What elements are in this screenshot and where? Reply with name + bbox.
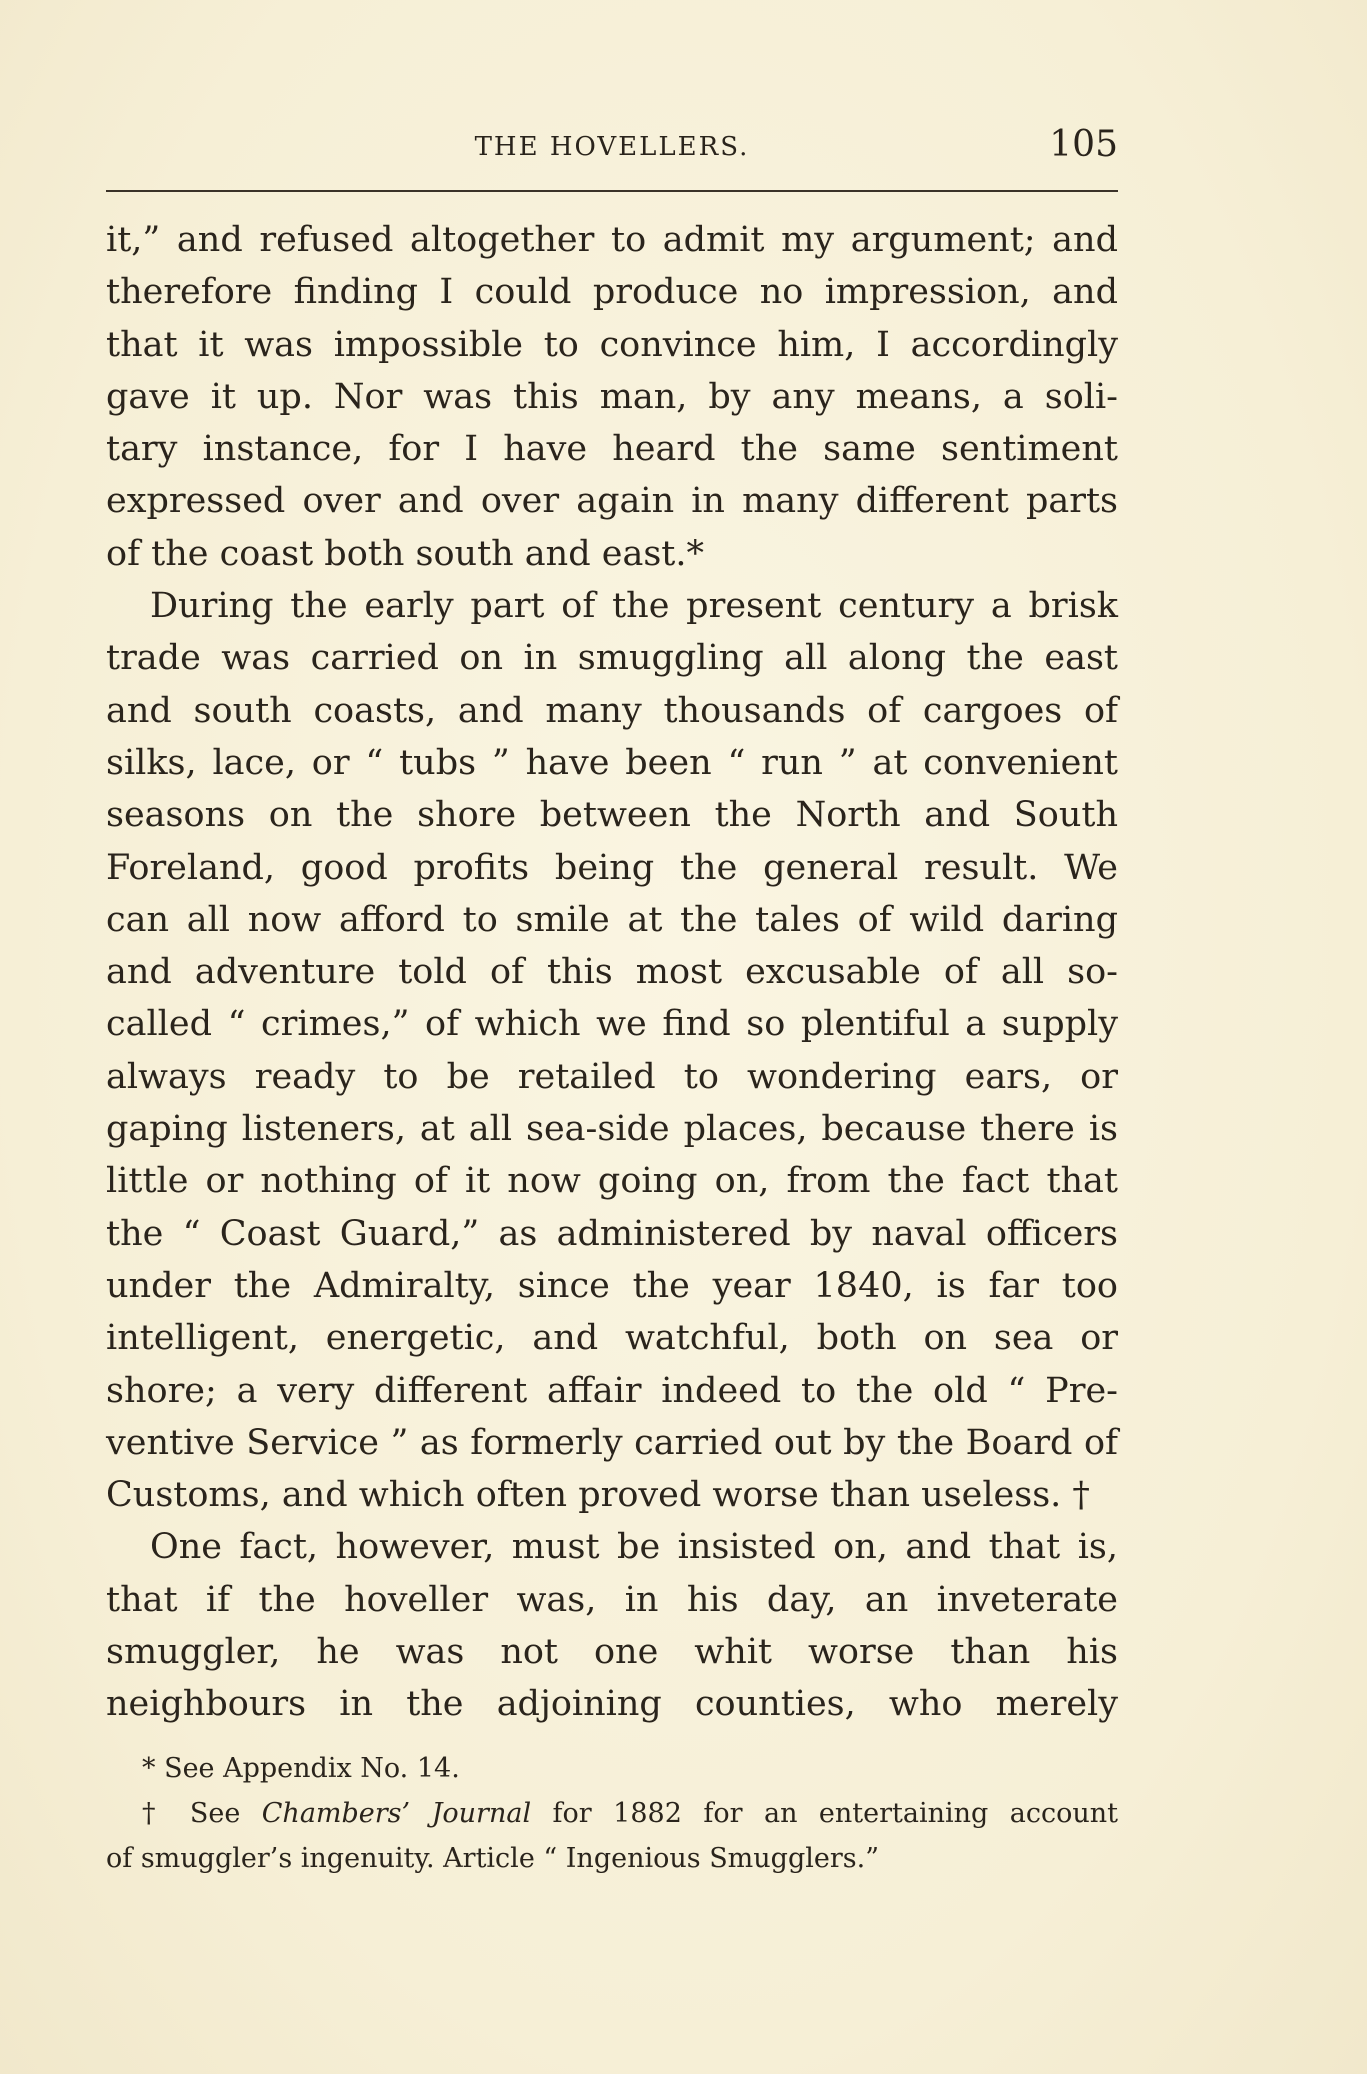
text-line: gave it up. Nor was this man, by any means, a soli-: [106, 376, 1118, 417]
footnote-text: for 1882 for an entertaining account: [531, 1798, 1118, 1829]
text-line: seasons on the shore between the North and South: [106, 795, 1118, 836]
text-line: and adventure told of this most excusable of all so-: [106, 952, 1118, 993]
text-line: therefore finding I could produce no impression, and: [106, 272, 1118, 313]
text-line: During the early part of the present century a brisk: [150, 586, 1118, 627]
text-line: Customs, and which often proved worse than useless. †: [106, 1475, 1090, 1516]
text-line: silks, lace, or “ tubs ” have been “ run ” at convenient: [106, 742, 1118, 783]
text-line: the “ Coast Guard,” as administered by naval officers: [106, 1213, 1118, 1254]
text-line: neighbours in the adjoining counties, who merely: [106, 1684, 1118, 1725]
footnotes: [106, 1746, 1118, 1881]
text-line: always ready to be retailed to wondering ears, or: [106, 1056, 1118, 1097]
text-line: called “ crimes,” of which we find so plentiful a supply: [106, 1004, 1118, 1045]
footnote-continuation: of smuggler’s ingenuity. Article “ Ingenious Smugglers.”: [106, 1843, 880, 1874]
running-head: [106, 118, 1118, 168]
text-line: that it was impossible to convince him, I accordingly: [106, 324, 1118, 365]
text-line: Foreland, good profits being the general result. We: [106, 847, 1118, 888]
text-line: One fact, however, must be insisted on, and that is,: [150, 1527, 1118, 1568]
text-line: intelligent, energetic, and watchful, both on sea or: [106, 1318, 1118, 1359]
text-line: tary instance, for I have heard the same sentiment: [106, 429, 1118, 470]
text-line: expressed over and over again in many different parts: [106, 481, 1118, 522]
text-line: it,” and refused altogether to admit my argument; and: [106, 220, 1118, 260]
header-rule: [106, 190, 1118, 192]
text-line: smuggler, he was not one whit worse than his: [106, 1632, 1118, 1673]
text-line: trade was carried on in smuggling all along the east: [106, 638, 1118, 679]
text-line: under the Admiralty, since the year 1840, is far too: [106, 1265, 1118, 1306]
text-line: little or nothing of it now going on, from the fact that: [106, 1161, 1118, 1202]
footnote-appendix: * See Appendix No. 14.: [142, 1753, 460, 1784]
text-line: of the coast both south and east.*: [106, 533, 704, 574]
text-line: can all now afford to smile at the tales of wild daring: [106, 899, 1118, 940]
body-text: [106, 214, 1118, 1731]
footnote-text: † See: [142, 1798, 262, 1829]
text-line: and south coasts, and many thousands of cargoes of: [106, 690, 1118, 731]
page-number: 105: [1049, 124, 1118, 165]
journal-title: Chambers’ Journal: [261, 1798, 532, 1829]
chapter-title: THE HOVELLERS.: [474, 132, 750, 162]
text-line: that if the hoveller was, in his day, an inveterate: [106, 1579, 1118, 1620]
footnote-chambers: [106, 1791, 1118, 1836]
text-line: gaping listeners, at all sea-side places, because there is: [106, 1109, 1118, 1150]
text-line: ventive Service ” as formerly carried out by the Board of: [106, 1422, 1118, 1463]
text-line: shore; a very different affair indeed to the old “ Pre-: [106, 1370, 1118, 1411]
